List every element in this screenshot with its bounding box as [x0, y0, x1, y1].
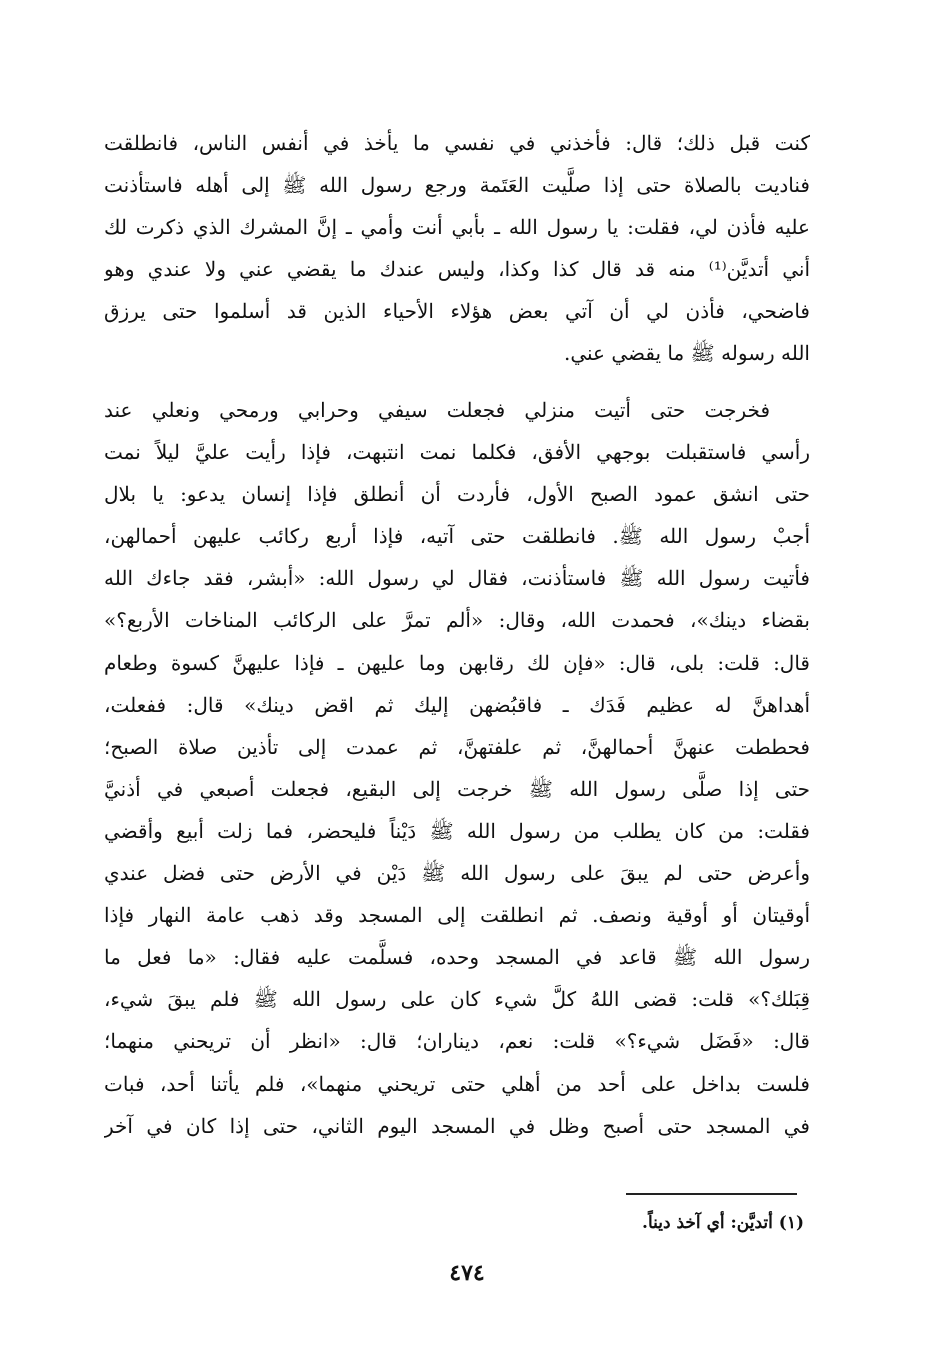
text-line: حتى انشق عمود الصبح الأول، فأردت أن أنطلق فإذا إنسان يدعو: يا بلال	[104, 482, 810, 507]
text-line: قِبَلك؟» قلت: قضى اللهُ كلَّ شيء كان على رسول الله ﷺ فلم يبقَ شيء،	[104, 987, 810, 1012]
text-line: عليه فأذن لي، فقلت: يا رسول الله ـ بأبي أنت وأمي ـ إنَّ المشرك الذي ذكرت لك	[104, 215, 810, 240]
text-line: وأعرض حتى لم يبقَ على رسول الله ﷺ دَيْن في الأرض حتى فضل عندي	[104, 861, 810, 886]
paragraph-2	[104, 389, 810, 1147]
text-line: فناديت بالصلاة حتى إذا صلَّيت العَتَمة ورجع رسول الله ﷺ إلى أهله فاستأذنت	[104, 173, 810, 198]
page-number: ٤٧٤	[449, 1260, 485, 1286]
text-line: حتى إذا صلَّى رسول الله ﷺ خرجت إلى البقيع، فجعلت أصبعي في أذنيَّ	[104, 776, 810, 801]
text-line: قال: «فَضَل شيء؟» قلت: نعم، ديناران؛ قال: «انظر أن تريحني منهما؛	[104, 1029, 810, 1054]
footnote: (١) أتديَّن: أي آخذ ديناً.	[642, 1213, 804, 1233]
text-line: في المسجد حتى أصبح وظل في المسجد اليوم الثاني، حتى إذا كان في آخر	[104, 1113, 810, 1138]
text-line: الله رسوله ﷺ ما يقضي عني.	[563, 341, 810, 366]
text-line: فاضحي، فأذن لي أن آتي بعض هؤلاء الأحياء الذين قد أسلموا حتى يرزق	[104, 299, 810, 324]
text-line: رأسي فاستقبلت بوجهي الأفق، فكلما نمت انتبهت، فإذا رأيت عليَّ ليلاً نمت	[104, 440, 810, 465]
text-line: فأتيت رسول الله ﷺ فاستأذنت، فقال لي رسول الله: «أبشر، فقد جاءك الله	[104, 566, 810, 591]
text-line: كنت قبل ذلك؛ قال: فأخذني في نفسي ما يأخذ في أنفس الناس، فانطلقت	[104, 131, 810, 155]
paragraph-1	[104, 122, 810, 375]
text-line: أوقيتان أو أوقية ونصف. ثم انطلقت إلى المسجد وقد ذهب عامة النهار فإذا	[104, 903, 810, 928]
text-line: رسول الله ﷺ قاعد في المسجد وحده، فسلَّمت عليه فقال: «ما فعل ما	[104, 945, 810, 970]
text-line: أهداهنَّ له عظيم فَدَك ـ فاقبُضهن إليك ثم اقض دينك» قال: ففعلت،	[104, 692, 810, 717]
text-line: فلست بداخل على أحد من أهلي حتى تريحني منهما»، فلم يأتنا أحد، فبات	[104, 1071, 810, 1096]
text-line: فقلت: من كان يطلب من رسول الله ﷺ دَيْناً فليحضر، فما زلت أبيع وأقضي	[104, 818, 810, 843]
text-line: أني أتديَّن⁽¹⁾ منه قد قال كذا وكذا، وليس عندك ما يقضي عني ولا عندي وهو	[104, 257, 810, 282]
text-line: فخرجت حتى أتيت منزلي فجعلت سيفي وحرابي ورمحي ونعلي عند	[104, 398, 770, 422]
text-line: قال: قلت: بلى، قال: «فإن لك رقابهن وما عليهن ـ فإذا عليهنَّ كسوة وطعام	[104, 650, 810, 675]
text-line: فحططت عنهنَّ أحمالهنَّ، ثم علفتهنَّ، ثم عمدت إلى تأذين صلاة الصبح؛	[104, 734, 810, 759]
footnote-divider	[626, 1193, 797, 1195]
text-line: أجبْ رسول الله ﷺ. فانطلقت حتى آتيه، فإذا أربع ركائب عليهن أحمالهن،	[104, 524, 810, 549]
text-line: بقضاء دينك»، فحمدت الله، وقال: «ألم تمرَّ على الركائب المناخات الأربع؟»	[104, 608, 810, 633]
